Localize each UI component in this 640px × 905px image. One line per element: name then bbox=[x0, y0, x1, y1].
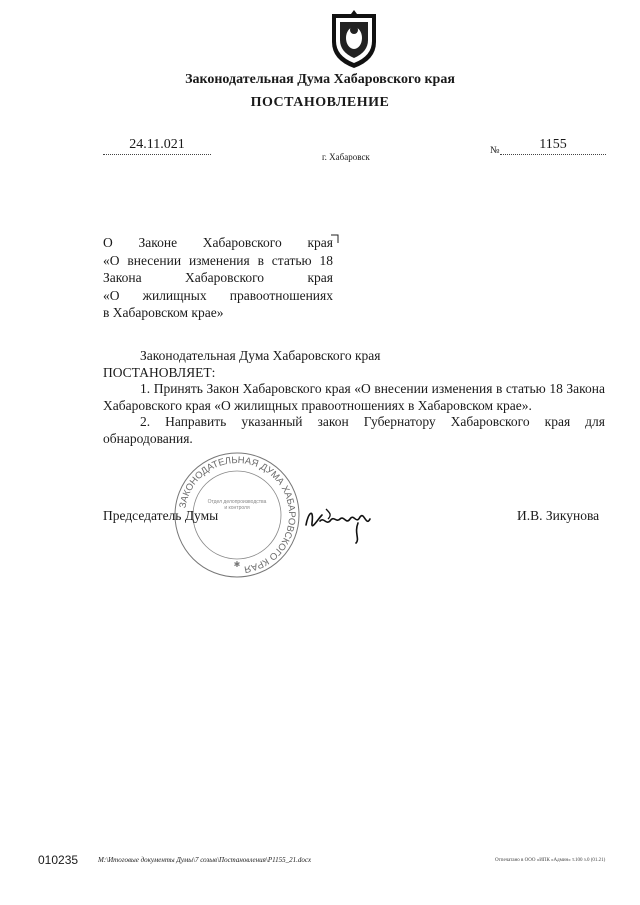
document-subject bbox=[103, 234, 333, 322]
footer-printer-info: Отпечатано в ООО «ИПК «Админ» т.100 з.0 (01.21) bbox=[495, 858, 606, 863]
chair-position: Председатель Думы bbox=[103, 508, 219, 523]
footer-code: 010235 bbox=[38, 853, 79, 867]
subject-line: «О жилищных правоотношениях bbox=[103, 287, 333, 303]
body-resolves: ПОСТАНОВЛЯЕТ: bbox=[103, 364, 216, 380]
handwritten-signature-icon bbox=[300, 495, 380, 545]
document-number: 1155 bbox=[500, 137, 606, 155]
body-item-1: 1. Принять Закон Хабаровского края «О внесении изменения в статью 18 Закона Хабаровского края «О жилищных правоотношениях в Хабаровском крае». bbox=[103, 381, 605, 413]
seal-ring-text: ЗАКОНОДАТЕЛЬНАЯ ДУМА ХАБАРОВСКОГО КРАЯ bbox=[177, 454, 298, 575]
document-type: ПОСТАНОВЛЕНИЕ bbox=[250, 95, 390, 110]
chair-name: И.В. Зикунова bbox=[517, 508, 600, 523]
organization-name: Законодательная Дума Хабаровского края bbox=[185, 72, 455, 87]
number-label: № bbox=[490, 145, 500, 156]
subject-line: в Хабаровском крае» bbox=[103, 305, 224, 320]
document-date: 24.11.021 bbox=[103, 137, 211, 155]
subject-line: «О внесении изменения в статью 18 bbox=[103, 252, 333, 268]
body-intro: Законодательная Дума Хабаровского края bbox=[140, 348, 381, 363]
subject-line: О Законе Хабаровского края bbox=[103, 235, 333, 250]
document-city: г. Хабаровск bbox=[322, 152, 370, 162]
corner-bracket-icon bbox=[331, 234, 339, 244]
seal-inner-text: Отдел делопроизводства и контроля bbox=[207, 499, 267, 511]
seal-star-icon: ✱ bbox=[233, 560, 241, 569]
coat-of-arms-icon bbox=[328, 8, 380, 70]
footer-file-path: M:\Итоговые документы Думы\7 созыв\Постановления\P1155_21.docx bbox=[98, 856, 312, 864]
body-item-2: 2. Направить указанный закон Губернатору Хабаровского края для обнародования. bbox=[103, 414, 605, 446]
document-body bbox=[103, 348, 605, 448]
subject-line: Закона Хабаровского края bbox=[103, 270, 333, 285]
